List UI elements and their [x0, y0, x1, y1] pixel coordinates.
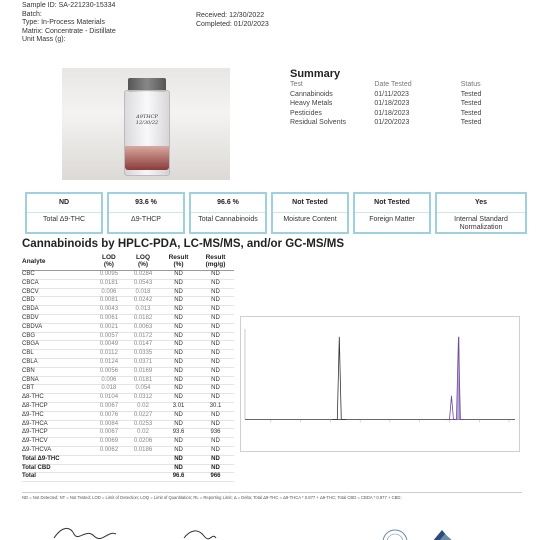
result-mg: ND	[197, 446, 234, 455]
loq-value: 0.013	[126, 306, 160, 315]
col-loq: LOQ (%)	[126, 254, 160, 271]
loq-value: 0.0371	[126, 358, 160, 367]
analyte-name: Δ9-THCV	[22, 438, 92, 447]
table-row	[22, 332, 234, 341]
lod-value: 0.0084	[92, 420, 126, 429]
result-mg: ND	[197, 367, 234, 376]
loq-value: 0.0147	[126, 341, 160, 350]
result-mg: ND	[197, 438, 234, 447]
summary-row: Residual Solvents 01/20/2023 Tested	[290, 119, 482, 127]
total-name: Total CBD	[22, 464, 92, 473]
summary-row: Pesticides 01/18/2023 Tested	[290, 109, 482, 117]
table-total-row	[22, 473, 234, 482]
result-mg: ND	[197, 385, 234, 394]
table-row	[22, 341, 234, 350]
lod-value: 0.0021	[92, 323, 126, 332]
result-pct: ND	[160, 438, 197, 447]
result-pct: ND	[160, 314, 197, 323]
d9-thcp-peak	[453, 337, 464, 420]
result-pct: ND	[160, 306, 197, 315]
result-pct: ND	[160, 323, 197, 332]
table-row	[22, 438, 234, 447]
lod-value: 0.0056	[92, 367, 126, 376]
total-pct: ND	[160, 464, 197, 473]
loq-value: 0.054	[126, 385, 160, 394]
result-pct: ND	[160, 271, 197, 280]
chromatogram-ticks	[271, 419, 509, 422]
result-mg: ND	[197, 323, 234, 332]
result-pct: ND	[160, 385, 197, 394]
analyte-name: CBCA	[22, 279, 92, 288]
signature-left	[50, 524, 120, 540]
analyte-name: Δ8-THC	[22, 394, 92, 403]
result-pct: 3.01	[160, 402, 197, 411]
loq-value: 0.0186	[126, 446, 160, 455]
result-pct: ND	[160, 420, 197, 429]
analyte-name: Δ8-THCP	[22, 402, 92, 411]
result-pct: ND	[160, 288, 197, 297]
table-row	[22, 358, 234, 367]
loq-value: 0.02	[126, 402, 160, 411]
total-loq	[126, 455, 160, 464]
analyte-name: CBDA	[22, 306, 92, 315]
result-pct: 93.6	[160, 429, 197, 438]
total-name: Total	[22, 473, 92, 482]
result-mg: ND	[197, 288, 234, 297]
box-total-d9-thc: ND Total Δ9-THC	[25, 192, 103, 234]
result-mg: ND	[197, 271, 234, 280]
section-title: Cannabinoids by HPLC-PDA, LC-MS/MS, and/or GC-MS/MS	[22, 238, 344, 250]
lod-value: 0.0076	[92, 411, 126, 420]
sample-matrix: Matrix: Concentrate - Distillate	[22, 27, 116, 35]
table-total-row	[22, 464, 234, 473]
table-row	[22, 350, 234, 359]
loq-value: 0.018	[126, 288, 160, 297]
analyte-name: CBD	[22, 297, 92, 306]
table-row	[22, 376, 234, 385]
total-loq	[126, 473, 160, 482]
result-mg: ND	[197, 411, 234, 420]
lod-value: 0.0062	[92, 446, 126, 455]
total-loq	[126, 464, 160, 473]
result-mg: ND	[197, 279, 234, 288]
box-foreign-matter: Not Tested Foreign Matter	[353, 192, 431, 234]
analyte-name: Δ9-THC	[22, 411, 92, 420]
table-row	[22, 367, 234, 376]
loq-value: 0.0253	[126, 420, 160, 429]
analyte-name: CBNA	[22, 376, 92, 385]
total-pct: ND	[160, 455, 197, 464]
result-pct: ND	[160, 358, 197, 367]
lod-value: 0.0069	[92, 438, 126, 447]
col-result-pct: Result (%)	[160, 254, 197, 271]
sample-type: Type: In-Process Materials	[22, 19, 105, 27]
table-header-row	[22, 254, 234, 271]
lod-value: 0.0061	[92, 314, 126, 323]
loq-value: 0.0182	[126, 314, 160, 323]
table-row	[22, 323, 234, 332]
total-mg: ND	[197, 455, 234, 464]
table-row	[22, 446, 234, 455]
vial-liquid	[125, 146, 169, 170]
table-row	[22, 279, 234, 288]
lod-value: 0.0043	[92, 306, 126, 315]
analyte-name: CBT	[22, 385, 92, 394]
result-pct: ND	[160, 411, 197, 420]
analyte-name: CBCV	[22, 288, 92, 297]
table-row	[22, 402, 234, 411]
loq-value: 0.0284	[126, 271, 160, 280]
result-mg: ND	[197, 297, 234, 306]
box-moisture-content: Not Tested Moisture Content	[271, 192, 349, 234]
analyte-name: CBDVA	[22, 323, 92, 332]
result-pct: ND	[160, 446, 197, 455]
total-name: Total Δ9-THC	[22, 455, 92, 464]
batch: Batch:	[22, 10, 42, 18]
total-mg: 966	[197, 473, 234, 482]
loq-value: 0.0169	[126, 367, 160, 376]
result-mg: ND	[197, 350, 234, 359]
d8-thcp-peak	[446, 396, 458, 420]
lod-value: 0.0104	[92, 394, 126, 403]
table-row	[22, 411, 234, 420]
result-mg: ND	[197, 420, 234, 429]
result-pct: ND	[160, 297, 197, 306]
accreditation-seal	[380, 528, 410, 540]
loq-value: 0.0063	[126, 323, 160, 332]
result-mg: ND	[197, 332, 234, 341]
result-pct: ND	[160, 367, 197, 376]
lod-value: 0.0067	[92, 402, 126, 411]
chromatogram	[240, 316, 520, 452]
table-row	[22, 420, 234, 429]
summary-panel	[290, 68, 500, 128]
summary-row: Cannabinoids 01/11/2023 Tested	[290, 90, 482, 98]
completed-date: Completed: 01/20/2023	[196, 20, 269, 28]
lod-value: 0.0067	[92, 429, 126, 438]
summary-row: Heavy Metals 01/18/2023 Tested	[290, 100, 482, 108]
col-result-mg: Result (mg/g)	[197, 254, 234, 271]
loq-value: 0.02	[126, 429, 160, 438]
table-row	[22, 314, 234, 323]
table-total-row	[22, 455, 234, 464]
lod-value: 0.0124	[92, 358, 126, 367]
analyte-name: CBN	[22, 367, 92, 376]
lod-value: 0.0095	[92, 271, 126, 280]
result-mg: ND	[197, 341, 234, 350]
table-row	[22, 297, 234, 306]
col-lod: LOD (%)	[92, 254, 126, 271]
table-row	[22, 306, 234, 315]
result-pct: ND	[160, 394, 197, 403]
total-lod	[92, 455, 126, 464]
result-mg: ND	[197, 394, 234, 403]
lod-value: 0.0049	[92, 341, 126, 350]
standard-peak	[332, 337, 346, 420]
vial-label: Δ9THCP 12/30/22	[135, 114, 159, 126]
result-mg: 30.1	[197, 402, 234, 411]
result-mg: ND	[197, 358, 234, 367]
analyte-name: Δ9-THCA	[22, 420, 92, 429]
box-internal-standard: Yes Internal Standard Normalization	[435, 192, 527, 234]
unit-mass: Unit Mass (g):	[22, 36, 66, 44]
lod-value: 0.0181	[92, 279, 126, 288]
dates-info	[196, 12, 269, 29]
cannabinoid-table	[22, 254, 234, 482]
analyte-name: Δ9-THCP	[22, 429, 92, 438]
summary-title: Summary	[290, 68, 341, 80]
lod-value: 0.0057	[92, 332, 126, 341]
analyte-name: CBL	[22, 350, 92, 359]
lod-value: 0.0081	[92, 297, 126, 306]
loq-value: 0.0206	[126, 438, 160, 447]
table-row	[22, 385, 234, 394]
table-row	[22, 271, 234, 280]
sample-photo	[62, 68, 230, 180]
received-date: Received: 12/30/2022	[196, 12, 265, 19]
analyte-name: CBLA	[22, 358, 92, 367]
signature-right	[180, 524, 220, 540]
loq-value: 0.0181	[126, 376, 160, 385]
loq-value: 0.0242	[126, 297, 160, 306]
total-mg: ND	[197, 464, 234, 473]
table-row	[22, 288, 234, 297]
table-row	[22, 429, 234, 438]
box-total-cannabinoids: 96.6 % Total Cannabinoids	[189, 192, 267, 234]
footnote: ND = Not Detected; NT = Not Tested; LOD = Limit of Detection; LOQ = Limit of Quantitation; RL = Reporting Limit; Δ = Delta; Total Δ9-THC = Δ9-THCA * 0.877 + Δ9-THC; Total CBD = CBDA * 0.877 + CBD;	[22, 492, 522, 500]
result-pct: ND	[160, 376, 197, 385]
result-boxes	[25, 192, 527, 234]
total-lod	[92, 473, 126, 482]
box-d9-thcp: 93.6 % Δ9-THCP	[107, 192, 185, 234]
lod-value: 0.006	[92, 376, 126, 385]
total-lod	[92, 464, 126, 473]
total-pct: 96.6	[160, 473, 197, 482]
result-pct: ND	[160, 332, 197, 341]
sample-id: Sample ID: SA-221230-15334	[22, 2, 116, 9]
analyte-name: CBDV	[22, 314, 92, 323]
analyte-name: CBG	[22, 332, 92, 341]
result-pct: ND	[160, 341, 197, 350]
loq-value: 0.0543	[126, 279, 160, 288]
result-mg: ND	[197, 314, 234, 323]
lod-value: 0.0112	[92, 350, 126, 359]
result-pct: ND	[160, 279, 197, 288]
lab-logo	[428, 528, 458, 540]
lod-value: 0.018	[92, 385, 126, 394]
loq-value: 0.0227	[126, 411, 160, 420]
analyte-name: CBC	[22, 271, 92, 280]
analyte-name: CBGA	[22, 341, 92, 350]
table-row	[22, 394, 234, 403]
result-mg: ND	[197, 306, 234, 315]
sample-info	[22, 2, 116, 45]
loq-value: 0.0312	[126, 394, 160, 403]
result-mg: 936	[197, 429, 234, 438]
analyte-name: Δ9-THCVA	[22, 446, 92, 455]
lod-value: 0.006	[92, 288, 126, 297]
result-pct: ND	[160, 350, 197, 359]
loq-value: 0.0172	[126, 332, 160, 341]
summary-header: Test Date Tested Status	[290, 81, 481, 88]
result-mg: ND	[197, 376, 234, 385]
col-analyte: Analyte	[22, 254, 92, 271]
loq-value: 0.0335	[126, 350, 160, 359]
